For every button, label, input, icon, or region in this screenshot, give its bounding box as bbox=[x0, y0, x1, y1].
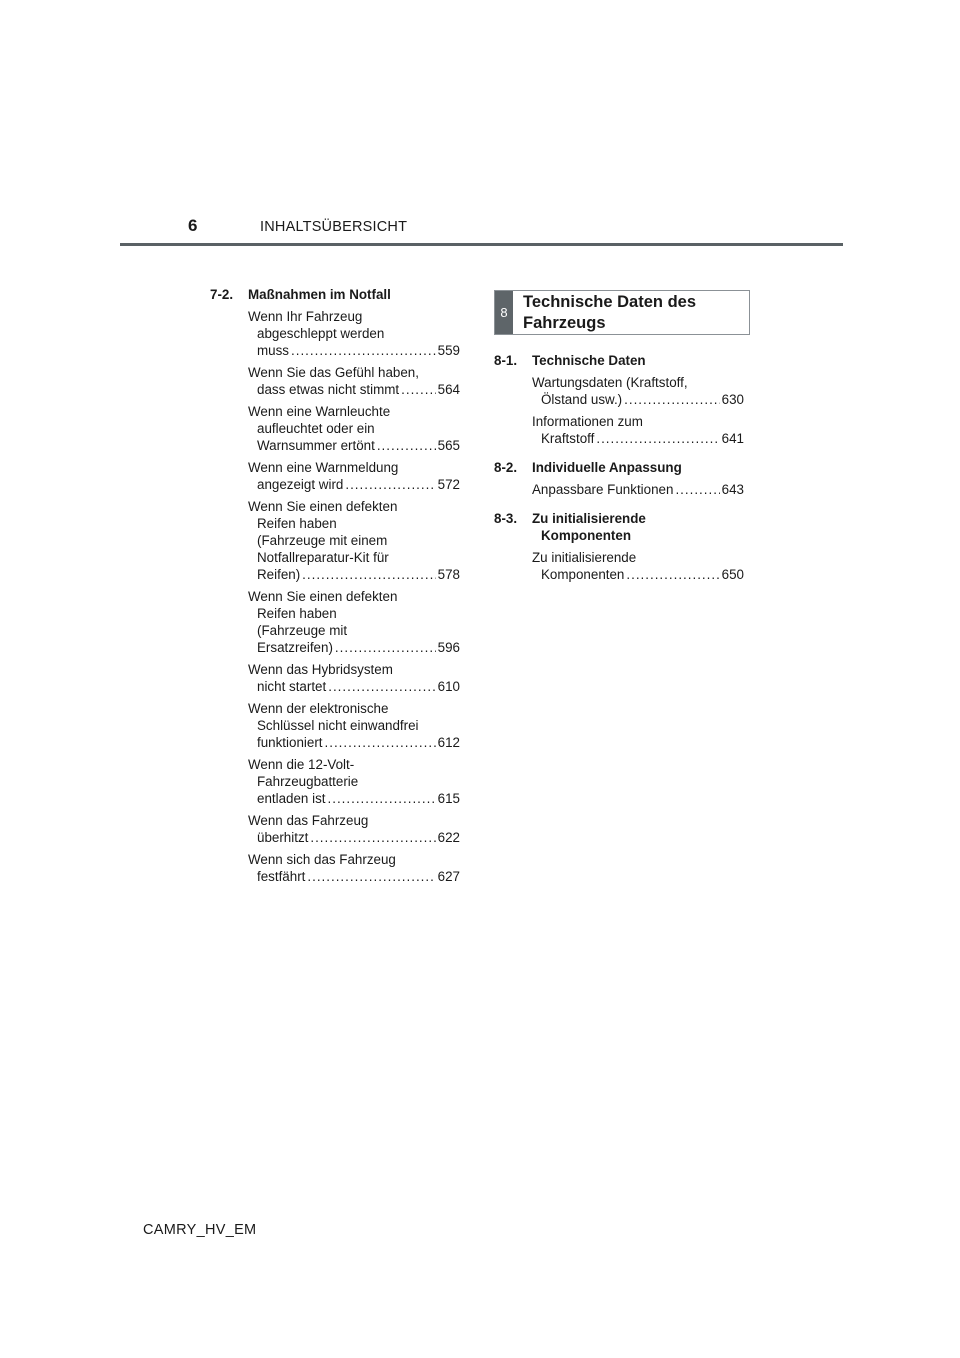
toc-page-number[interactable]: 615 bbox=[437, 791, 460, 806]
dot-leader bbox=[291, 342, 436, 359]
toc-entry-text: Wenn Ihr Fahrzeug bbox=[248, 309, 363, 324]
toc-entry-text: (Fahrzeuge mit bbox=[257, 623, 348, 638]
toc-page-number[interactable]: 565 bbox=[437, 438, 460, 453]
toc-entry[interactable] bbox=[248, 498, 460, 583]
chapter-title-line-1: Technische Daten des bbox=[523, 293, 697, 311]
dot-leader bbox=[345, 476, 435, 493]
toc-page-number[interactable]: 643 bbox=[721, 482, 744, 497]
section-title: Technische Daten bbox=[532, 353, 646, 368]
toc-entry-last-line bbox=[248, 734, 460, 751]
toc-entry-text: Notfallreparatur-Kit für bbox=[257, 550, 389, 565]
toc-entry-last-line bbox=[248, 437, 460, 454]
toc-entry[interactable] bbox=[248, 459, 460, 493]
toc-entry[interactable] bbox=[248, 364, 460, 398]
dot-leader bbox=[675, 481, 719, 498]
toc-entry-text: Kraftstoff bbox=[541, 431, 595, 446]
toc-page-number[interactable]: 612 bbox=[437, 735, 460, 750]
section-title: Individuelle Anpassung bbox=[532, 460, 682, 475]
toc-entry[interactable] bbox=[248, 812, 460, 846]
toc-right-column bbox=[494, 352, 744, 585]
dot-leader bbox=[328, 678, 435, 695]
toc-entry[interactable] bbox=[248, 308, 460, 359]
toc-entry-last-line bbox=[248, 476, 460, 493]
chapter-title-line-2: Fahrzeugs bbox=[523, 314, 606, 332]
dot-leader bbox=[335, 639, 436, 656]
toc-entry-text: Wartungsdaten (Kraftstoff, bbox=[532, 375, 688, 390]
toc-entry-text: festfährt bbox=[257, 869, 306, 884]
toc-entry-last-line bbox=[248, 678, 460, 695]
toc-section-7-2 bbox=[210, 286, 460, 885]
toc-entry-last-line bbox=[532, 391, 744, 408]
toc-entry[interactable] bbox=[532, 549, 744, 583]
toc-entry-text: überhitzt bbox=[257, 830, 309, 845]
toc-entry[interactable] bbox=[248, 700, 460, 751]
toc-entry-text: Wenn Sie einen defekten bbox=[248, 499, 398, 514]
chapter-tab: 8 bbox=[495, 291, 513, 334]
toc-page-number[interactable]: 559 bbox=[437, 343, 460, 358]
toc-entry-text: Komponenten bbox=[541, 567, 625, 582]
chapter-title bbox=[513, 291, 696, 334]
dot-leader bbox=[596, 430, 719, 447]
page-number: 6 bbox=[188, 216, 198, 235]
toc-entry-text: Wenn der elektronische bbox=[248, 701, 389, 716]
toc-page-number[interactable]: 610 bbox=[437, 679, 460, 694]
toc-entry-text: Ölstand usw.) bbox=[541, 392, 623, 407]
toc-entry-text: Informationen zum bbox=[532, 414, 643, 429]
toc-entry-text: nicht startet bbox=[257, 679, 327, 694]
header-divider bbox=[120, 243, 843, 246]
toc-entry[interactable] bbox=[248, 851, 460, 885]
toc-entry[interactable] bbox=[532, 374, 744, 408]
toc-entry-last-line bbox=[248, 566, 460, 583]
dot-leader bbox=[307, 868, 435, 885]
toc-entry[interactable] bbox=[248, 403, 460, 454]
toc-entry-list bbox=[532, 374, 744, 447]
toc-entry-last-line bbox=[248, 639, 460, 656]
dot-leader bbox=[310, 829, 435, 846]
dot-leader bbox=[624, 391, 720, 408]
dot-leader bbox=[401, 381, 436, 398]
toc-entry-text: entladen ist bbox=[257, 791, 326, 806]
toc-page-number[interactable]: 630 bbox=[721, 392, 744, 407]
section-title: Maßnahmen im Notfall bbox=[248, 287, 391, 302]
section-number: 8-1. bbox=[494, 353, 518, 368]
section-title-line-1: Zu initialisierende bbox=[532, 511, 646, 526]
section-title bbox=[532, 510, 744, 544]
document-code: CAMRY_HV_EM bbox=[143, 1222, 257, 1238]
toc-entry-last-line bbox=[248, 868, 460, 885]
toc-page-number[interactable]: 627 bbox=[437, 869, 460, 884]
toc-entry-text: Wenn Sie einen defekten bbox=[248, 589, 398, 604]
toc-entry-text: Schlüssel nicht einwandfrei bbox=[257, 718, 419, 733]
section-number: 8-3. bbox=[494, 511, 518, 526]
toc-entry-last-line bbox=[532, 430, 744, 447]
toc-entry-text: Wenn eine Warnleuchte bbox=[248, 404, 391, 419]
dot-leader bbox=[325, 734, 436, 751]
toc-entry-list bbox=[248, 308, 460, 885]
toc-entry-text: Reifen haben bbox=[257, 516, 337, 531]
toc-entry-last-line bbox=[532, 566, 744, 583]
toc-page-number[interactable]: 596 bbox=[437, 640, 460, 655]
toc-entry-text: Wenn Sie das Gefühl haben, bbox=[248, 365, 419, 380]
chapter-heading-box bbox=[494, 290, 750, 335]
section-title-line-2: Komponenten bbox=[541, 528, 632, 543]
toc-page-number[interactable]: 641 bbox=[721, 431, 744, 446]
toc-section-8-3 bbox=[494, 510, 744, 583]
toc-entry-text: Reifen) bbox=[257, 567, 301, 582]
toc-entry[interactable] bbox=[532, 481, 744, 498]
section-number: 8-2. bbox=[494, 460, 518, 475]
toc-entry[interactable] bbox=[248, 661, 460, 695]
toc-entry-last-line bbox=[532, 481, 744, 498]
toc-entry-text: Wenn das Fahrzeug bbox=[248, 813, 369, 828]
page-header bbox=[120, 0, 843, 246]
toc-entry-text: abgeschleppt werden bbox=[257, 326, 385, 341]
toc-section-8-1 bbox=[494, 352, 744, 447]
toc-entry-text: Warnsummer ertönt bbox=[257, 438, 375, 453]
toc-entry-text: Wenn sich das Fahrzeug bbox=[248, 852, 396, 867]
toc-section-8-2 bbox=[494, 459, 744, 498]
toc-entry-list bbox=[532, 481, 744, 498]
section-number: 7-2. bbox=[210, 287, 234, 302]
toc-left-column bbox=[210, 286, 460, 887]
toc-page-number[interactable]: 572 bbox=[437, 477, 460, 492]
toc-entry-text: (Fahrzeuge mit einem bbox=[257, 533, 388, 548]
toc-entry[interactable] bbox=[532, 413, 744, 447]
toc-entry-text: dass etwas nicht stimmt bbox=[257, 382, 400, 397]
toc-entry-text: Wenn das Hybridsystem bbox=[248, 662, 393, 677]
toc-entry-last-line bbox=[248, 381, 460, 398]
toc-entry-list bbox=[532, 549, 744, 583]
toc-page-number[interactable]: 564 bbox=[437, 382, 460, 397]
toc-entry[interactable] bbox=[248, 756, 460, 807]
toc-entry-text: funktioniert bbox=[257, 735, 323, 750]
toc-page-number[interactable]: 578 bbox=[437, 567, 460, 582]
toc-entry-text: Wenn eine Warnmeldung bbox=[248, 460, 399, 475]
toc-entry-text: aufleuchtet oder ein bbox=[257, 421, 375, 436]
header-title: INHALTSÜBERSICHT bbox=[260, 219, 408, 235]
toc-entry-text: muss bbox=[257, 343, 289, 358]
toc-entry-text: Wenn die 12-Volt- bbox=[248, 757, 355, 772]
dot-leader bbox=[626, 566, 719, 583]
dot-leader bbox=[328, 790, 436, 807]
dot-leader bbox=[302, 566, 435, 583]
toc-entry-text: angezeigt wird bbox=[257, 477, 344, 492]
toc-entry-text: Reifen haben bbox=[257, 606, 337, 621]
toc-entry[interactable] bbox=[248, 588, 460, 656]
toc-entry-last-line bbox=[248, 829, 460, 846]
toc-page-number[interactable]: 622 bbox=[437, 830, 460, 845]
toc-page-number[interactable]: 650 bbox=[721, 567, 744, 582]
toc-entry-text: Ersatzreifen) bbox=[257, 640, 333, 655]
toc-entry-last-line bbox=[248, 342, 460, 359]
toc-entry-text: Anpassbare Funktionen bbox=[532, 482, 674, 497]
dot-leader bbox=[377, 437, 436, 454]
toc-entry-text: Fahrzeugbatterie bbox=[257, 774, 359, 789]
toc-entry-last-line bbox=[248, 790, 460, 807]
toc-entry-text: Zu initialisierende bbox=[532, 550, 637, 565]
